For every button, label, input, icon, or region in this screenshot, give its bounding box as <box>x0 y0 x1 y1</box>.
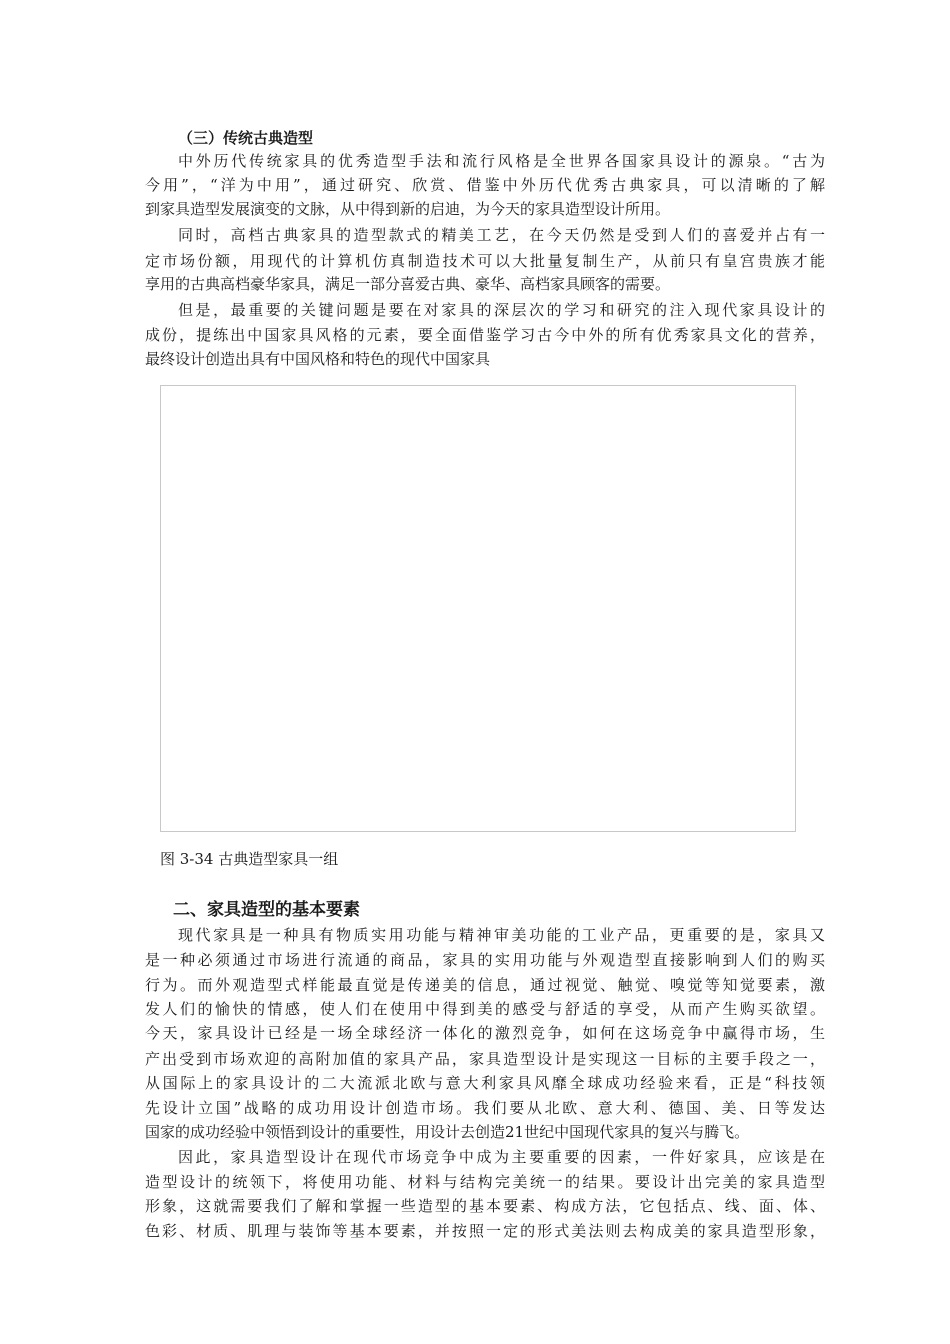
paragraph-line: 形象，这就需要我们了解和掌握一些造型的基本要素、构成方法，它包括点、线、面、体、 <box>145 1197 825 1215</box>
paragraph-line: 到家具造型发展演变的文脉，从中得到新的启迪，为今天的家具造型设计所用。 <box>145 200 671 218</box>
paragraph-line: 先设计立国”战略的成功用设计创造市场。我们要从北欧、意大利、德国、美、日等发达 <box>145 1099 825 1117</box>
paragraph-line: 同时，高档古典家具的造型款式的精美工艺，在今天仍然是受到人们的喜爱并占有一 <box>178 226 825 244</box>
section-heading-traditional-classic: （三）传统古典造型 <box>178 129 314 147</box>
paragraph-line: 从国际上的家具设计的二大流派北欧与意大利家具风靡全球成功经验来看，正是“科技领 <box>145 1074 825 1092</box>
figure-caption: 图 3-34 古典造型家具一组 <box>160 850 339 868</box>
paragraph-line: 定市场份额，用现代的计算机仿真制造技术可以大批量复制生产，从前只有皇宫贵族才能 <box>145 252 825 270</box>
paragraph-line: 现代家具是一种具有物质实用功能与精神审美功能的工业产品，更重要的是，家具又 <box>178 926 825 944</box>
paragraph-line: 发人们的愉快的情感，使人们在使用中得到美的感受与舒适的享受，从而产生购买欲望。 <box>145 1000 825 1018</box>
figure-image-placeholder <box>160 385 796 832</box>
paragraph-line: 因此，家具造型设计在现代市场竞争中成为主要重要的因素，一件好家具，应该是在 <box>178 1148 825 1166</box>
paragraph-line: 今用”，“洋为中用”，通过研究、欣赏、借鉴中外历代优秀古典家具，可以清晰的了解 <box>145 176 825 194</box>
paragraph-line: 造型设计的统领下，将使用功能、材料与结构完美统一的结果。要设计出完美的家具造型 <box>145 1173 825 1191</box>
paragraph-line: 最终设计创造出具有中国风格和特色的现代中国家具 <box>145 350 491 368</box>
paragraph-line: 享用的古典高档豪华家具，满足一部分喜爱古典、豪华、高档家具顾客的需要。 <box>145 275 671 293</box>
paragraph-line: 色彩、材质、肌理与装饰等基本要素，并按照一定的形式美法则去构成美的家具造型形象， <box>145 1222 825 1240</box>
section-heading-basic-elements: 二、家具造型的基本要素 <box>173 900 360 920</box>
paragraph-line: 今天，家具设计已经是一场全球经济一体化的激烈竞争，如何在这场竞争中赢得市场，生 <box>145 1024 825 1042</box>
paragraph-line: 国家的成功经验中领悟到设计的重要性，用设计去创造21世纪中国现代家具的复兴与腾飞。 <box>145 1123 750 1141</box>
paragraph-line: 行为。而外观造型式样能最直觉是传递美的信息，通过视觉、触觉、嗅觉等知觉要素，激 <box>145 976 825 994</box>
paragraph-line: 成份，提练出中国家具风格的元素，要全面借鉴学习古今中外的所有优秀家具文化的营养， <box>145 326 825 344</box>
paragraph-line: 中外历代传统家具的优秀造型手法和流行风格是全世界各国家具设计的源泉。“古为 <box>178 152 825 170</box>
paragraph-line: 产出受到市场欢迎的高附加值的家具产品，家具造型设计是实现这一目标的主要手段之一， <box>145 1050 825 1068</box>
paragraph-line: 但是，最重要的关键问题是要在对家具的深层次的学习和研究的注入现代家具设计的 <box>178 301 825 319</box>
paragraph-line: 是一种必须通过市场进行流通的商品，家具的实用功能与外观造型直接影响到人们的购买 <box>145 951 825 969</box>
